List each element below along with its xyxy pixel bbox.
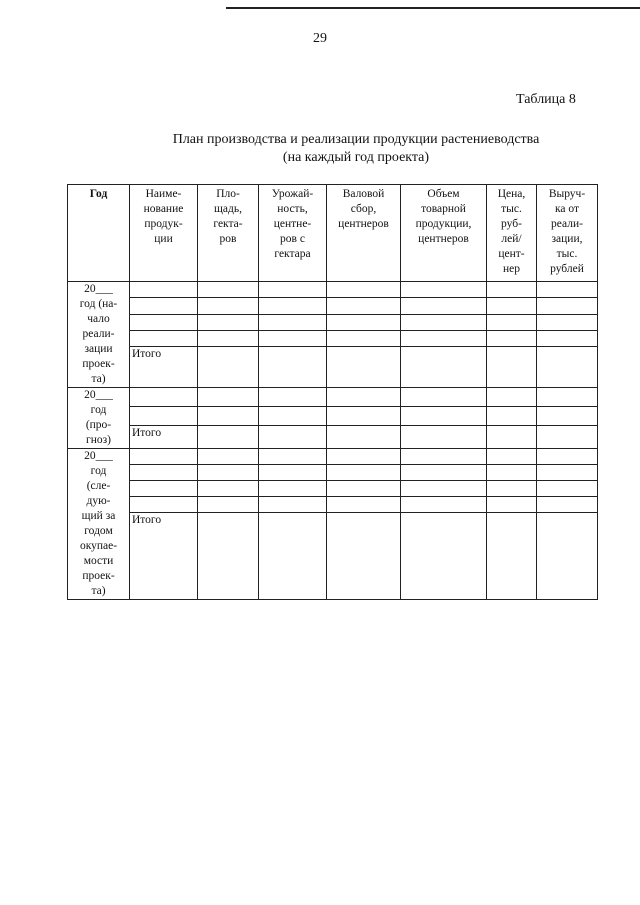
table-row	[68, 465, 598, 481]
table-cell	[327, 347, 401, 388]
table-cell	[259, 481, 327, 497]
table-cell	[259, 388, 327, 407]
table-cell	[259, 407, 327, 426]
table-cell	[130, 407, 198, 426]
table-cell	[327, 426, 401, 449]
table-cell	[327, 407, 401, 426]
table-row	[68, 330, 598, 346]
table-title	[96, 131, 616, 167]
table-cell	[487, 347, 537, 388]
table-cell	[259, 513, 327, 600]
table-cell	[401, 497, 487, 513]
col-header-gross-harvest: Валовой сбор, центнеров	[327, 185, 401, 282]
table-cell	[327, 330, 401, 346]
table-cell	[198, 347, 259, 388]
table-cell	[537, 426, 598, 449]
table-cell	[401, 347, 487, 388]
table-cell	[130, 314, 198, 330]
table-cell	[198, 407, 259, 426]
table-cell	[401, 388, 487, 407]
table-cell	[130, 298, 198, 314]
total-row	[68, 426, 598, 449]
total-label: Итого	[130, 513, 198, 600]
col-header-area: Пло- щадь, гекта- ров	[198, 185, 259, 282]
table-cell	[259, 330, 327, 346]
table-cell	[537, 513, 598, 600]
col-header-price: Цена, тыс. руб- лей/ цент- нер	[487, 185, 537, 282]
year-cell-1: 20___ год (на- чало реали- зации проек- та)	[68, 282, 130, 388]
table-cell	[401, 282, 487, 298]
table-cell	[401, 407, 487, 426]
table-cell	[130, 282, 198, 298]
production-plan-table	[67, 184, 598, 600]
col-header-revenue: Выруч- ка от реали- зации, тыс. рублей	[537, 185, 598, 282]
table-cell	[130, 481, 198, 497]
year-cell-3: 20___ год (сле- дую- щий за годом окупае- мости проек- та)	[68, 449, 130, 600]
table-cell	[537, 449, 598, 465]
table-cell	[487, 449, 537, 465]
table-cell	[259, 497, 327, 513]
total-label: Итого	[130, 426, 198, 449]
title-line-2: (на каждый год проекта)	[282, 150, 430, 165]
table-cell	[198, 481, 259, 497]
table-row	[68, 449, 598, 465]
table-row	[68, 407, 598, 426]
table-cell	[198, 298, 259, 314]
table-row	[68, 314, 598, 330]
year-cell-2: 20___ год (про- гноз)	[68, 388, 130, 449]
table-cell	[130, 388, 198, 407]
table-cell	[537, 388, 598, 407]
table-cell	[259, 426, 327, 449]
table-cell	[198, 314, 259, 330]
col-header-yield: Урожай- ность, центне- ров с гектара	[259, 185, 327, 282]
table-cell	[401, 298, 487, 314]
table-cell	[401, 426, 487, 449]
total-label: Итого	[130, 347, 198, 388]
table-cell	[327, 282, 401, 298]
table-cell	[487, 426, 537, 449]
table-cell	[537, 465, 598, 481]
table-cell	[487, 298, 537, 314]
table-cell	[537, 298, 598, 314]
page-number: 29	[313, 31, 327, 46]
table-cell	[487, 465, 537, 481]
table-cell	[487, 513, 537, 600]
table-cell	[259, 449, 327, 465]
table-row	[68, 497, 598, 513]
table-cell	[327, 481, 401, 497]
table-cell	[487, 314, 537, 330]
table-cell	[401, 481, 487, 497]
total-row	[68, 513, 598, 600]
table-label: Таблица 8	[516, 92, 576, 107]
table-cell	[401, 465, 487, 481]
col-header-commodity-volume: Объем товарной продукции, центнеров	[401, 185, 487, 282]
table-cell	[487, 388, 537, 407]
table-row	[68, 282, 598, 298]
table-cell	[327, 298, 401, 314]
table-cell	[327, 513, 401, 600]
table-row	[68, 388, 598, 407]
table-cell	[537, 497, 598, 513]
table-cell	[327, 465, 401, 481]
table-cell	[130, 449, 198, 465]
table-cell	[259, 282, 327, 298]
table-cell	[198, 497, 259, 513]
table-cell	[198, 330, 259, 346]
table-cell	[537, 314, 598, 330]
table-row	[68, 298, 598, 314]
table-cell	[327, 388, 401, 407]
table-cell	[198, 388, 259, 407]
table-cell	[487, 497, 537, 513]
col-header-product: Наиме- нование продук- ции	[130, 185, 198, 282]
table-cell	[487, 330, 537, 346]
table-row	[68, 481, 598, 497]
table-cell	[401, 314, 487, 330]
table-cell	[327, 449, 401, 465]
table-cell	[401, 449, 487, 465]
table-cell	[401, 330, 487, 346]
table-cell	[487, 407, 537, 426]
col-header-year: Год	[68, 185, 130, 282]
table-cell	[259, 347, 327, 388]
table-cell	[130, 330, 198, 346]
table-cell	[487, 282, 537, 298]
table-cell	[198, 465, 259, 481]
table-cell	[198, 449, 259, 465]
table-cell	[537, 330, 598, 346]
table-cell	[401, 513, 487, 600]
table-cell	[130, 465, 198, 481]
table-cell	[130, 497, 198, 513]
table-cell	[537, 481, 598, 497]
total-row	[68, 347, 598, 388]
table-cell	[198, 513, 259, 600]
top-rule	[226, 7, 640, 9]
table-cell	[259, 298, 327, 314]
table-cell	[259, 465, 327, 481]
table-cell	[537, 407, 598, 426]
table-cell	[259, 314, 327, 330]
table-cell	[537, 282, 598, 298]
title-line-1: План производства и реализации продукции растениеводства	[172, 132, 540, 147]
table-cell	[327, 314, 401, 330]
table-cell	[487, 481, 537, 497]
table-cell	[198, 426, 259, 449]
table-cell	[327, 497, 401, 513]
table-cell	[537, 347, 598, 388]
header-row	[68, 185, 598, 282]
table-cell	[198, 282, 259, 298]
